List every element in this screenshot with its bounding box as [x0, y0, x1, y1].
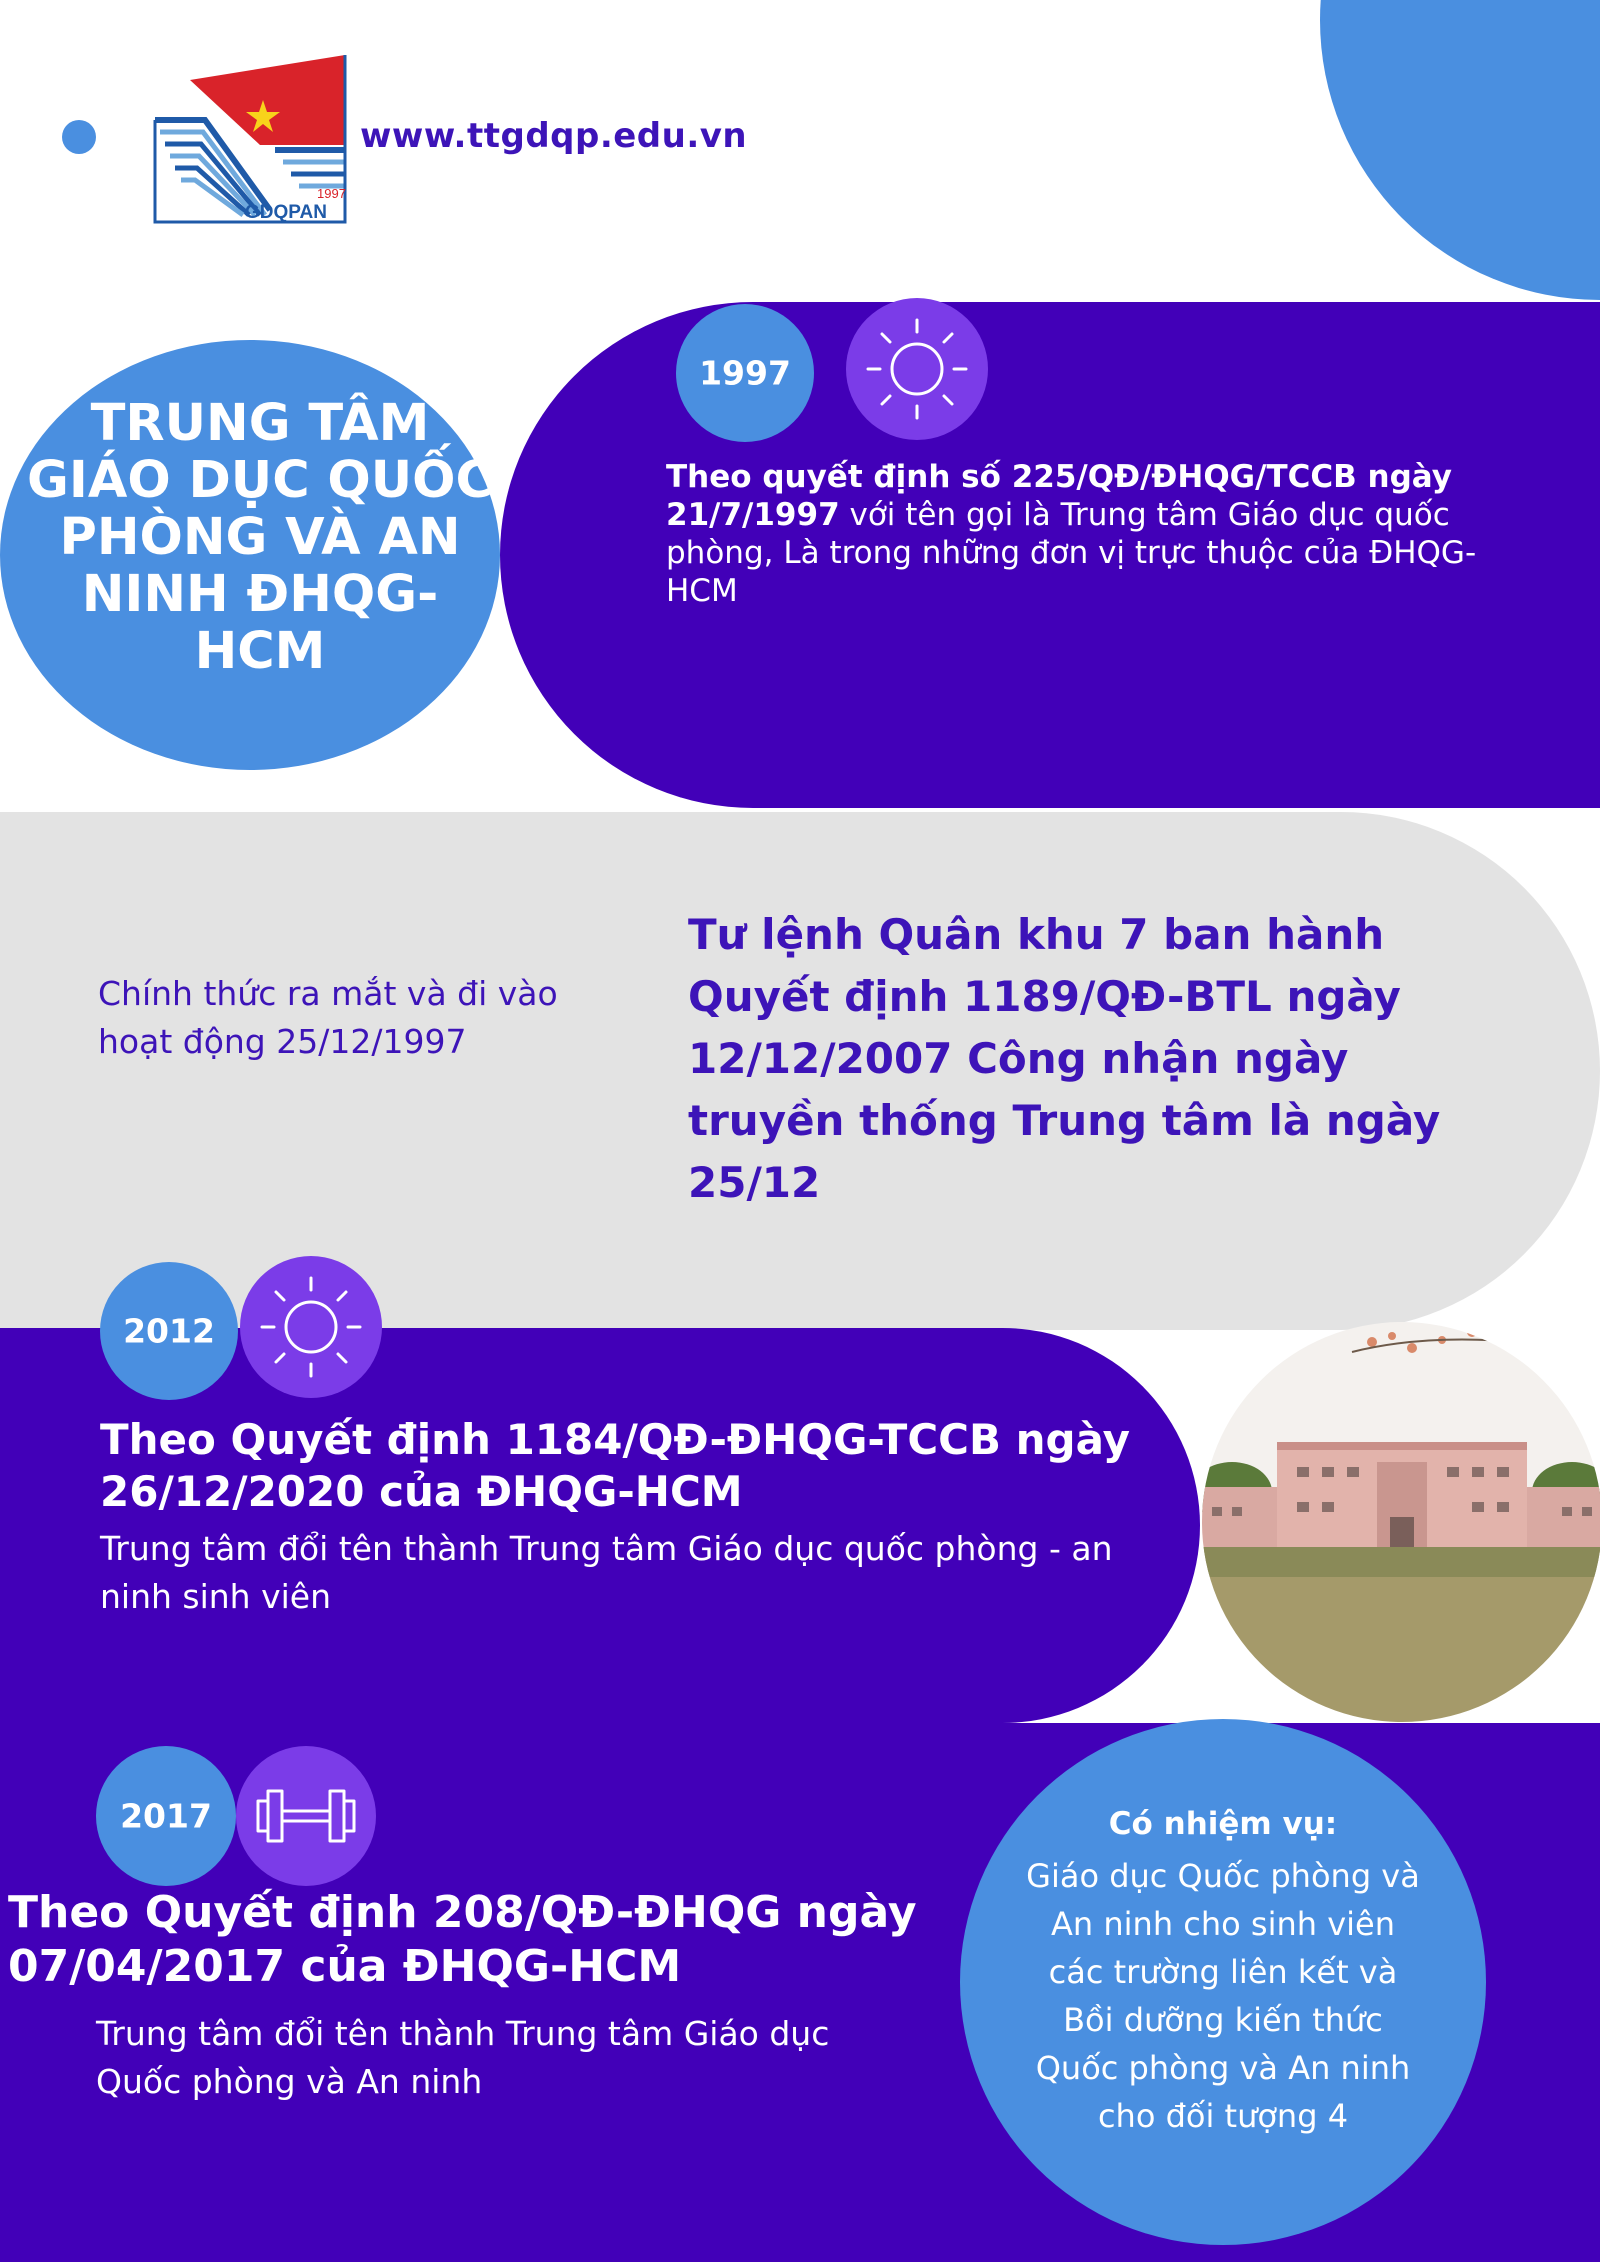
- gdqpan-logo: [145, 50, 350, 230]
- svg-text:GDQPAN: GDQPAN: [245, 202, 327, 223]
- year-label: 2012: [123, 1311, 215, 1351]
- decision-2007-text: Tư lệnh Quân khu 7 ban hành Quyết định 1189/QĐ-BTL ngày 12/12/2007 Công nhận ngày truyền thống Trung tâm là ngày 25/12: [688, 910, 1441, 1207]
- year-badge-1997: [676, 304, 814, 442]
- mission-text: Giáo dục Quốc phòng và An ninh cho sinh viên các trường liên kết và Bồi dưỡng kiến thức Quốc phòng và An ninh cho đối tượng 4: [1026, 1857, 1420, 2135]
- sun-icon: [240, 1256, 382, 1398]
- timeline-text-2012: Trung tâm đổi tên thành Trung tâm Giáo dục quốc phòng - an ninh sinh viên: [100, 1529, 1113, 1616]
- year-label: 2017: [120, 1796, 212, 1836]
- launch-text: Chính thức ra mắt và đi vào hoạt động 25/12/1997: [98, 974, 558, 1061]
- year-badge-2012: [100, 1262, 238, 1400]
- logo-graphic: [145, 50, 350, 230]
- decorative-dot: [62, 120, 96, 154]
- svg-text:1997: 1997: [317, 186, 346, 201]
- decision-1997-bold: Theo quyết định số 225/QĐ/ĐHQG/TCCB ngày 21/7/1997: [666, 459, 1452, 533]
- year-badge-2017: [96, 1746, 236, 1886]
- page-title: TRUNG TÂM GIÁO DỤC QUỐC PHÒNG VÀ AN NINH ĐHQG-HCM: [27, 394, 493, 681]
- timeline-text-1997: [666, 458, 1536, 610]
- timeline-heading-2012: Theo Quyết định 1184/QĐ-ĐHQG-TCCB ngày 26/12/2020 của ĐHQG-HCM: [100, 1415, 1131, 1516]
- website-url-link[interactable]: www.ttgdqp.edu.vn: [360, 116, 748, 156]
- timeline-heading-2017: Theo Quyết định 208/QĐ-ĐHQG ngày 07/04/2017 của ĐHQG-HCM: [8, 1887, 917, 1992]
- year-label: 1997: [699, 353, 791, 393]
- mission-title: Có nhiệm vụ:: [1108, 1806, 1338, 1842]
- timeline-text-2017: Trung tâm đổi tên thành Trung tâm Giáo dục Quốc phòng và An ninh: [96, 2014, 830, 2101]
- decision-1997-rest: với tên gọi là Trung tâm Giáo dục quốc phòng, Là trong những đơn vị trực thuộc của ĐHQG-HCM: [666, 497, 1477, 609]
- dumbbell-icon: [236, 1746, 376, 1886]
- sun-icon: [846, 298, 988, 440]
- campus-photo: [1202, 1322, 1600, 1722]
- decorative-circle-top-right: [1320, 0, 1600, 300]
